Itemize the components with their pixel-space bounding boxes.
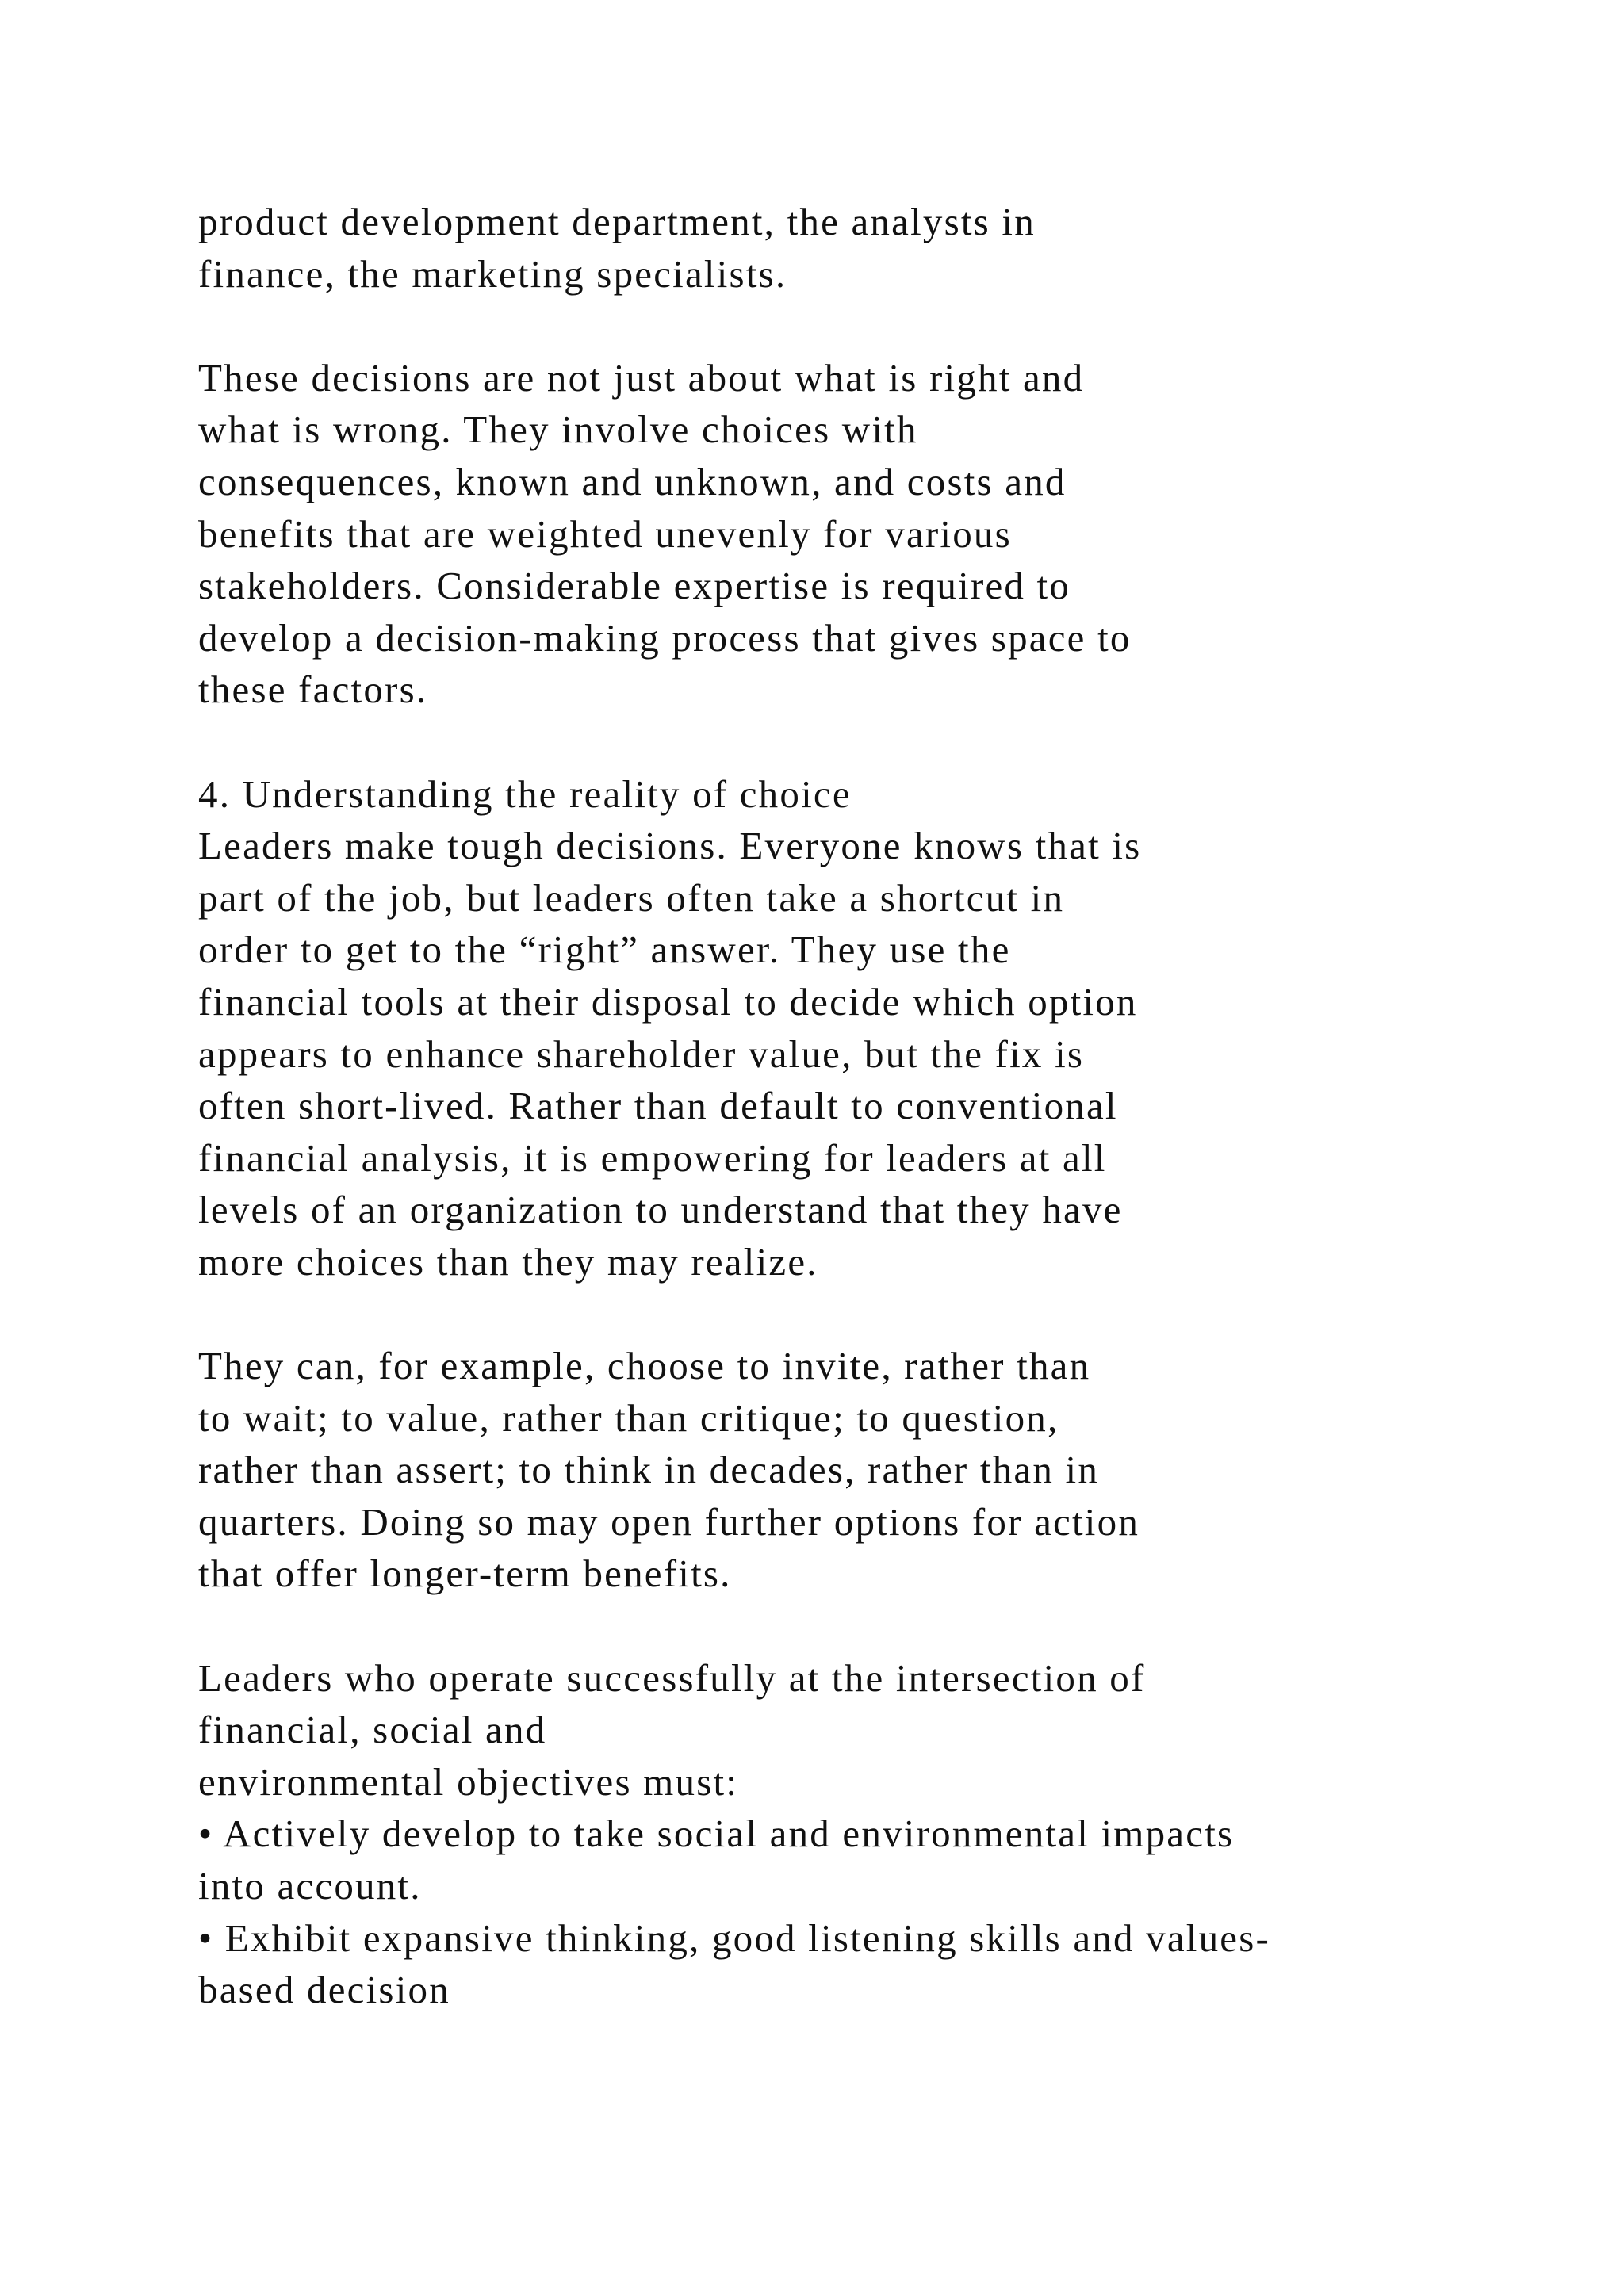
text-line: These decisions are not just about what is right and [198, 355, 1085, 400]
paragraph-4 [198, 1340, 1546, 1600]
text-line: that offer longer-term benefits. [198, 1552, 732, 1596]
paragraph-gap [198, 300, 1546, 352]
text-line: into account. [198, 1864, 422, 1908]
text-line: order to get to the “right” answer. They use the [198, 928, 1011, 972]
text-line: levels of an organization to understand that they have [198, 1188, 1123, 1232]
text-line: benefits that are weighted unevenly for various [198, 511, 1012, 556]
text-line: part of the job, but leaders often take a shortcut in [198, 875, 1065, 920]
text-line: to wait; to value, rather than critique; to question, [198, 1395, 1059, 1440]
text-line: based decision [198, 1968, 450, 2012]
text-line: financial analysis, it is empowering for leaders at all [198, 1135, 1107, 1180]
text-line: stakeholders. Considerable expertise is required to [198, 564, 1071, 608]
document-body [198, 196, 1546, 2016]
text-line: more choices than they may realize. [198, 1239, 818, 1284]
text-line: appears to enhance shareholder value, but the fix is [198, 1031, 1085, 1076]
text-line: financial tools at their disposal to decide which option [198, 979, 1138, 1024]
text-line: finance, the marketing specialists. [198, 251, 787, 296]
text-line: what is wrong. They involve choices with [198, 408, 918, 452]
text-line: often short-lived. Rather than default to conventional [198, 1084, 1118, 1128]
text-line: Leaders who operate successfully at the intersection of [198, 1655, 1146, 1700]
text-line: environmental objectives must: [198, 1759, 739, 1804]
text-line: develop a decision-making process that gives space to [198, 615, 1132, 660]
text-line: these factors. [198, 668, 428, 712]
paragraph-2 [198, 352, 1546, 716]
paragraph-3 [198, 768, 1546, 1288]
paragraph-5 [198, 1652, 1546, 2016]
section-heading: 4. Understanding the reality of choice [198, 771, 852, 816]
paragraph-gap [198, 716, 1546, 768]
paragraph-gap [198, 1600, 1546, 1652]
text-line: Leaders make tough decisions. Everyone knows that is [198, 824, 1142, 868]
text-line: They can, for example, choose to invite, rather than [198, 1344, 1091, 1388]
paragraph-gap [198, 1288, 1546, 1340]
text-line: product development department, the analysts in [198, 200, 1036, 243]
paragraph-1 [198, 196, 1546, 300]
text-line: financial, social and [198, 1708, 547, 1752]
text-line: consequences, known and unknown, and costs and [198, 459, 1067, 503]
text-line: rather than assert; to think in decades, rather than in [198, 1448, 1100, 1492]
bullet-line: • Actively develop to take social and environmental impacts [198, 1812, 1235, 1856]
bullet-line: • Exhibit expansive thinking, good listening skills and values- [198, 1915, 1271, 1960]
text-line: quarters. Doing so may open further options for action [198, 1499, 1140, 1544]
